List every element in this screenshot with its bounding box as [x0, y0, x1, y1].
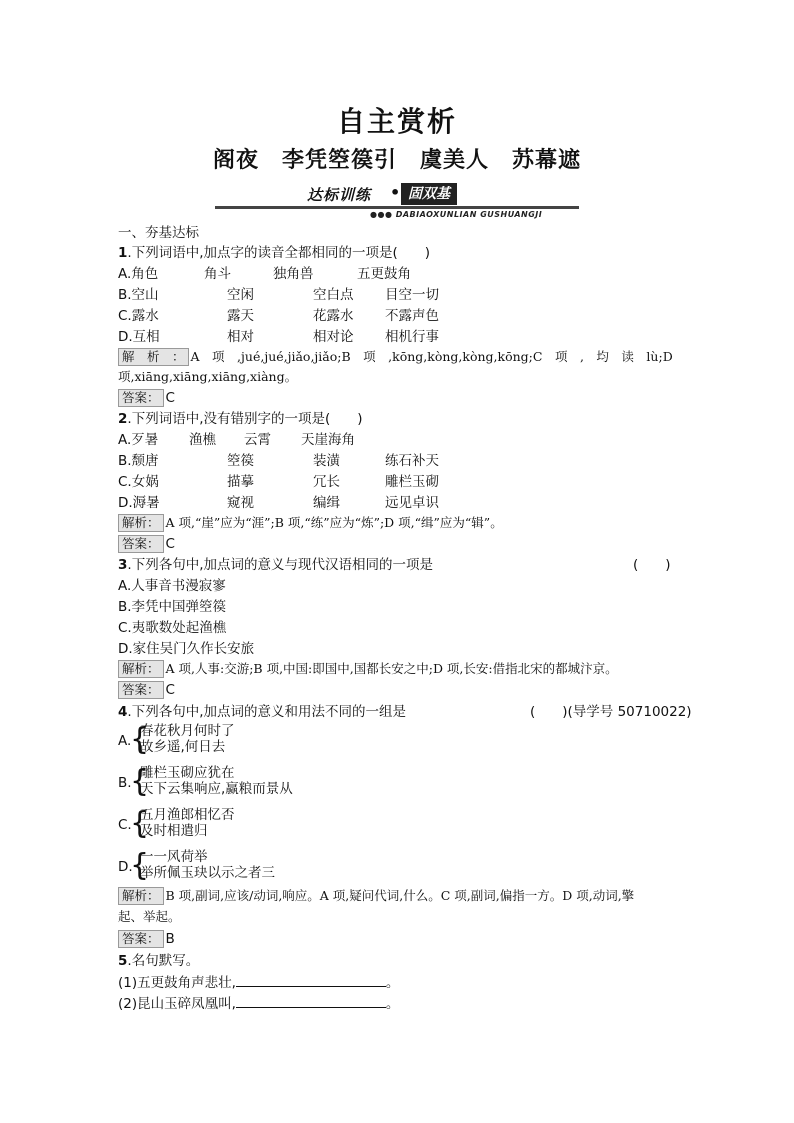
- q4-option-letter: D.: [118, 859, 133, 875]
- q2-option-c-2: 描摹: [227, 474, 254, 490]
- answer-label: 答案：: [118, 681, 164, 699]
- q2-option-c-1: C.女娲: [118, 474, 159, 490]
- q3-option-c: C.夷歌数处起渔樵: [118, 620, 227, 636]
- question-5-stem: [118, 952, 199, 970]
- q4-option-letter: A.: [118, 733, 132, 749]
- q1-option-a-3: 独角兽: [273, 266, 314, 282]
- q3-answer-paren: ( ): [633, 557, 671, 573]
- question-4-stem: [118, 703, 406, 721]
- q4-option-c-top: 五月渔郎相忆否: [140, 807, 235, 823]
- q1-option-b-3: 空白点: [313, 287, 354, 303]
- q5-item-prefix: (2)昆山玉碎凤凰叫,: [118, 996, 236, 1012]
- q4-option-d-bottom: 举所佩玉玦以示之者三: [140, 865, 275, 881]
- banner-main-text: 达标训练: [307, 186, 372, 204]
- q1-option-c-3: 花露水: [313, 308, 354, 324]
- q1-option-b-1: B.空山: [118, 287, 159, 303]
- analysis-label: 解析：: [118, 887, 164, 905]
- q2-option-d-3: 编缉: [313, 495, 340, 511]
- question-text: .下列词语中,没有错别字的一项是( ): [127, 411, 363, 427]
- q3-option-b: B.李凭中国弹箜篌: [118, 599, 227, 615]
- q2-option-a-4: 天崖海角: [301, 432, 355, 448]
- q3-answer: [118, 681, 175, 699]
- q1-option-d-4: 相机行事: [385, 329, 439, 345]
- question-2-stem: [118, 410, 363, 428]
- question-1-stem: [118, 244, 430, 262]
- question-number: 5: [118, 953, 128, 969]
- answer-value: C: [165, 682, 175, 698]
- q1-option-c-1: C.露水: [118, 308, 159, 324]
- analysis-text: A 项,人事:交游;B 项,中国:即国中,国都长安之中;D 项,长安:借指北宋的都城汴京。: [165, 661, 618, 676]
- question-text: .下列词语中,加点字的读音全都相同的一项是( ): [127, 245, 431, 261]
- question-number: 3: [118, 557, 128, 573]
- question-number: 4: [118, 704, 128, 720]
- q2-option-c-4: 雕栏玉砌: [385, 474, 439, 490]
- analysis-text: A 项 ,jué,jué,jiǎo,jiǎo;B 项 ,kōng,kòng,kòng,kōng;C 项 , 均 读 lù;D: [190, 349, 673, 364]
- q4-analysis: [118, 887, 634, 905]
- brace-icon: {: [130, 806, 150, 841]
- q4-option-d-top: 一一风荷举: [140, 849, 208, 865]
- q1-option-b-2: 空闲: [227, 287, 254, 303]
- q4-option-letter: B.: [118, 775, 132, 791]
- q3-option-d: D.家住吴门久作长安旅: [118, 641, 255, 657]
- section-banner: [215, 182, 579, 222]
- banner-rule: [215, 206, 579, 209]
- q5-item-suffix: 。: [385, 975, 400, 991]
- q1-option-d-2: 相对: [227, 329, 254, 345]
- answer-label: 答案：: [118, 389, 164, 407]
- q5-item-2: [118, 995, 399, 1013]
- question-text: .下列各句中,加点词的意义与现代汉语相同的一项是: [127, 557, 433, 573]
- q1-option-c-2: 露天: [227, 308, 254, 324]
- q2-option-d-4: 远见卓识: [385, 495, 439, 511]
- q2-option-d-2: 窥视: [227, 495, 254, 511]
- page-subtitle: 阁夜 李凭箜篌引 虞美人 苏幕遮: [212, 147, 581, 173]
- q2-option-b-1: B.颓唐: [118, 453, 159, 469]
- q1-option-d-1: D.互相: [118, 329, 160, 345]
- q4-analysis-cont: [118, 908, 181, 926]
- q4-answer: [118, 930, 175, 948]
- answer-value: B: [165, 931, 175, 947]
- q2-option-a-3: 云霄: [244, 432, 271, 448]
- fill-blank[interactable]: [236, 974, 386, 987]
- banner-subtitle: ●●● DABIAOXUNLIAN GUSHUANGJI: [370, 210, 543, 219]
- q1-option-d-3: 相对论: [313, 329, 354, 345]
- q1-analysis: [118, 348, 673, 366]
- analysis-text: B 项,副词,应该/动词,响应。A 项,疑问代词,什么。C 项,副词,偏指一方。D 项,动词,擎: [165, 888, 635, 903]
- q3-option-a: A.人事音书漫寂寥: [118, 578, 226, 594]
- q2-option-b-2: 箜篌: [227, 453, 254, 469]
- q4-option-a-top: 春花秋月何时了: [140, 723, 235, 739]
- question-number: 1: [118, 245, 128, 261]
- question-text: .下列各句中,加点词的意义和用法不同的一组是: [127, 704, 406, 720]
- q3-analysis: [118, 660, 618, 678]
- analysis-text: A 项,“崖”应为“涯”;B 项,“练”应为“炼”;D 项,“缉”应为“辑”。: [165, 515, 503, 530]
- answer-value: C: [165, 536, 175, 552]
- section-heading: 一、夯基达标: [118, 225, 199, 241]
- analysis-label: 解 析 ：: [118, 348, 189, 366]
- q2-option-c-3: 冗长: [313, 474, 340, 490]
- q4-option-a-bottom: 故乡遥,何日去: [140, 739, 226, 755]
- q1-option-a-2: 角斗: [204, 266, 231, 282]
- q1-option-b-4: 目空一切: [385, 287, 439, 303]
- banner-dot: •: [390, 183, 401, 202]
- question-number: 2: [118, 411, 128, 427]
- question-3-stem: [118, 556, 433, 574]
- fill-blank[interactable]: [236, 995, 386, 1008]
- q1-option-a-4: 五更鼓角: [357, 266, 411, 282]
- brace-icon: {: [130, 848, 150, 883]
- answer-label: 答案：: [118, 930, 164, 948]
- q2-option-d-1: D.溽暑: [118, 495, 160, 511]
- q4-option-letter: C.: [118, 817, 132, 833]
- q1-analysis-cont: [118, 368, 297, 386]
- q2-answer: [118, 535, 175, 553]
- q5-item-prefix: (1)五更鼓角声悲壮,: [118, 975, 236, 991]
- analysis-text: 项,xiāng,xiāng,xiāng,xiàng。: [118, 369, 298, 384]
- q4-option-b-top: 雕栏玉砌应犹在: [140, 765, 235, 781]
- q5-item-1: [118, 974, 399, 992]
- q2-option-a-2: 渔樵: [189, 432, 216, 448]
- q1-answer: [118, 389, 175, 407]
- q4-answer-paren: ( )(导学号 50710022): [530, 704, 692, 720]
- analysis-label: 解析：: [118, 514, 164, 532]
- answer-value: C: [165, 390, 175, 406]
- q5-item-suffix: 。: [385, 996, 400, 1012]
- banner-box-text: 固双基: [401, 183, 457, 205]
- page-title: 自主赏析: [336, 105, 457, 138]
- q2-option-b-4: 练石补天: [385, 453, 439, 469]
- q1-option-a-1: A.角色: [118, 266, 159, 282]
- q1-option-c-4: 不露声色: [385, 308, 439, 324]
- brace-icon: {: [130, 722, 150, 757]
- q4-option-c-bottom: 及时相遣归: [140, 823, 208, 839]
- question-text: .名句默写。: [127, 953, 200, 969]
- q2-analysis: [118, 514, 503, 532]
- q2-option-a-1: A.歹暑: [118, 432, 159, 448]
- brace-icon: {: [130, 764, 150, 799]
- analysis-text: 起、举起。: [118, 909, 181, 924]
- q2-option-b-3: 装潢: [313, 453, 340, 469]
- analysis-label: 解析：: [118, 660, 164, 678]
- q4-option-b-bottom: 天下云集响应,赢粮而景从: [140, 781, 293, 797]
- answer-label: 答案：: [118, 535, 164, 553]
